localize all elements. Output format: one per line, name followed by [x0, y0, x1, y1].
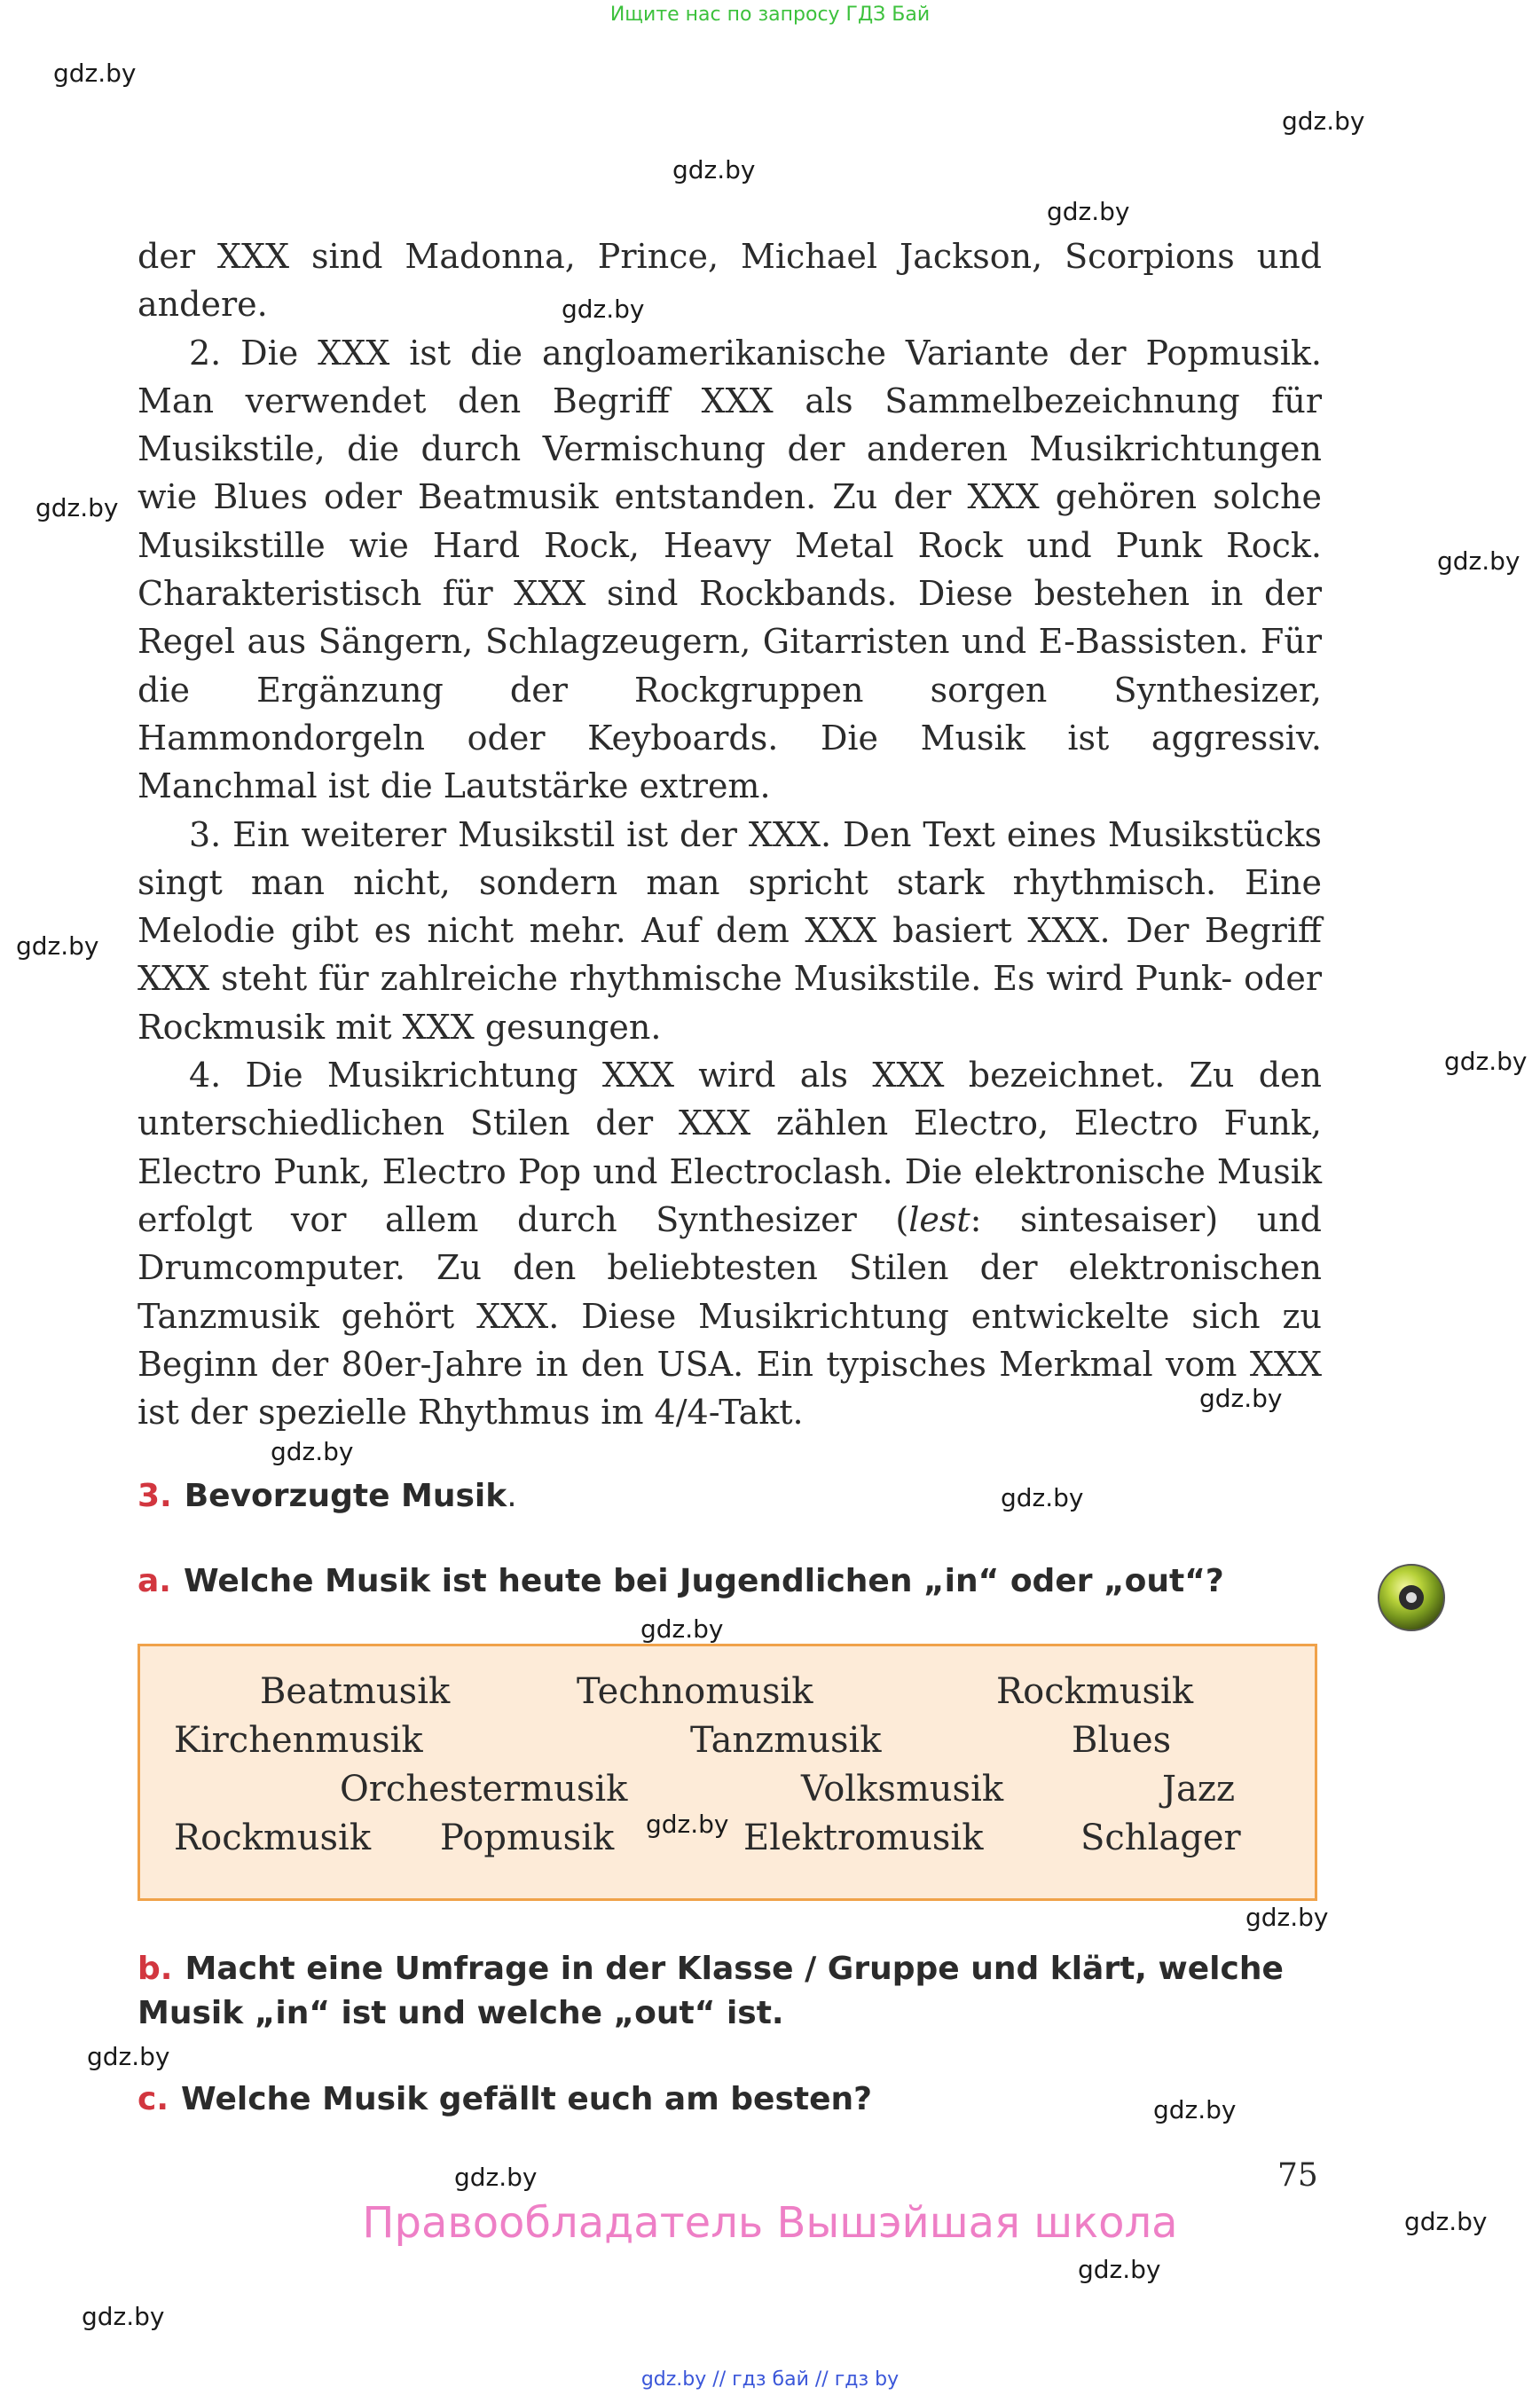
task-letter: b.: [138, 1951, 173, 1987]
watermark: gdz.by: [454, 2163, 538, 2192]
task-letter: c.: [138, 2081, 169, 2117]
paragraph-2: 2. Die XXX ist die angloamerikanische Variante der Popmusik. Man verwendet den Begriff XXX als Sammelbezeichnung für Musikstile, die durch Vermischung der anderen Musikrichtungen wie Blues oder Beatmusik entstanden. Zu der XXX gehören solche Musikstille wie Hard Rock, Heavy Metal Rock und Punk Rock. Charakteristisch für XXX sind Rockbands. Diese bestehen in der Regel aus Sängern, Schlagzeugern, Gitarristen und E-Bassisten. Für die Ergänzung der Rockgruppen sorgen Synthesizer, Hammondorgeln oder Keyboards. Die Musik ist aggressiv. Manchmal ist die Lautstärke extrem.: [138, 333, 1322, 806]
genre-word: Popmusik: [440, 1818, 615, 1858]
genre-word: Jazz: [1162, 1769, 1236, 1810]
watermark: gdz.by: [87, 2042, 170, 2071]
genre-word: Volksmusik: [801, 1769, 1004, 1810]
paragraph-4-text: 4. Die Musikrichtung XXX wird als XXX bezeichnet. Zu den unterschiedlichen Stilen der XXX zählen Electro, Electro Funk, Electro Punk, Electro Pop und Electroclash. Die elektronische Musik erfolgt vor allem durch Synthesizer (: [138, 1056, 1322, 1239]
watermark: gdz.by: [646, 1810, 729, 1839]
genre-word: Beatmusik: [260, 1671, 451, 1712]
watermark: gdz.by: [640, 1614, 724, 1644]
paragraph-3: 3. Ein weiterer Musikstil ist der XXX. Den Text eines Musikstücks singt man nicht, sondern man spricht stark rhythmisch. Eine Melodie gibt es nicht mehr. Auf dem XXX basiert XXX. Der Begriff XXX steht für zahlreiche rhythmische Musikstile. Es wird Punk- oder Rockmusik mit XXX gesungen.: [138, 814, 1322, 1047]
watermark: gdz.by: [1437, 546, 1520, 576]
task-3-heading: [138, 1474, 1326, 1519]
genre-word: Rockmusik: [174, 1818, 372, 1858]
watermark: gdz.by: [672, 155, 756, 185]
task-c: [138, 2077, 1326, 2122]
watermark: gdz.by: [1001, 1483, 1084, 1512]
watermark: gdz.by: [1404, 2207, 1488, 2236]
watermark: gdz.by: [1199, 1384, 1283, 1413]
watermark: gdz.by: [562, 294, 645, 324]
watermark: gdz.by: [16, 931, 99, 961]
genre-word: Technomusik: [577, 1671, 813, 1712]
copyright-holder: Правообладатель Вышэйшая школа: [362, 2198, 1178, 2248]
task-a-text: Welche Musik ist heute bei Jugendlichen „in“ oder „out“?: [183, 1563, 1224, 1599]
watermark: gdz.by: [82, 2302, 165, 2331]
genre-word: Kirchenmusik: [174, 1720, 423, 1761]
task-c-text: Welche Musik gefällt euch am besten?: [181, 2081, 873, 2117]
paragraph-continuation: der XXX sind Madonna, Prince, Michael Jackson, Scorpions und andere.: [138, 237, 1322, 325]
watermark: gdz.by: [1282, 106, 1365, 136]
genre-word: Elektromusik: [743, 1818, 984, 1858]
watermark: gdz.by: [1245, 1903, 1329, 1932]
task-title: Bevorzugte Musik: [184, 1478, 507, 1514]
task-b-text: Macht eine Umfrage in der Klasse / Gruppe und klärt, welche Musik „in“ ist und welche „out“ ist.: [138, 1951, 1284, 2031]
genre-word: Blues: [1072, 1720, 1172, 1761]
genre-word: Schlager: [1080, 1818, 1241, 1858]
watermark: gdz.by: [271, 1437, 354, 1466]
paragraph-4-italic: lest: [908, 1199, 970, 1239]
top-banner: Ищите нас по запросу ГДЗ Бай: [609, 4, 931, 26]
cd-audio-icon: [1377, 1563, 1446, 1632]
watermark: gdz.by: [1153, 2095, 1237, 2124]
task-title-period: .: [507, 1478, 517, 1514]
paragraph-4: [138, 1051, 1322, 1436]
music-genres-box: [138, 1644, 1317, 1901]
task-b: [138, 1947, 1326, 2036]
paragraph-4-text-end: : sintesaiser) und Drumcomputer. Zu den beliebtesten Stilen der elektronischen Tanzmusik gehört XXX. Diese Musikrichtung entwickelte sich zu Beginn der 80er-Jahre in den USA. Ein typisches Merkmal vom XXX ist der spezielle Rhythmus im 4/4-Takt.: [138, 1199, 1322, 1433]
watermark: gdz.by: [53, 59, 137, 88]
genre-word: Rockmusik: [996, 1671, 1194, 1712]
page-number: 75: [1277, 2157, 1318, 2194]
genre-word: Orchestermusik: [340, 1769, 628, 1810]
watermark: gdz.by: [1078, 2255, 1161, 2284]
genre-word: Tanzmusik: [690, 1720, 882, 1761]
bottom-banner: gdz.by // гдз бай // гдз by: [640, 2368, 900, 2391]
watermark: gdz.by: [1047, 197, 1130, 226]
task-a: [138, 1559, 1326, 1604]
watermark: gdz.by: [35, 493, 119, 522]
body-text: [138, 232, 1322, 1436]
task-number: 3.: [138, 1478, 172, 1514]
task-letter: a.: [138, 1563, 171, 1599]
watermark: gdz.by: [1444, 1047, 1528, 1076]
